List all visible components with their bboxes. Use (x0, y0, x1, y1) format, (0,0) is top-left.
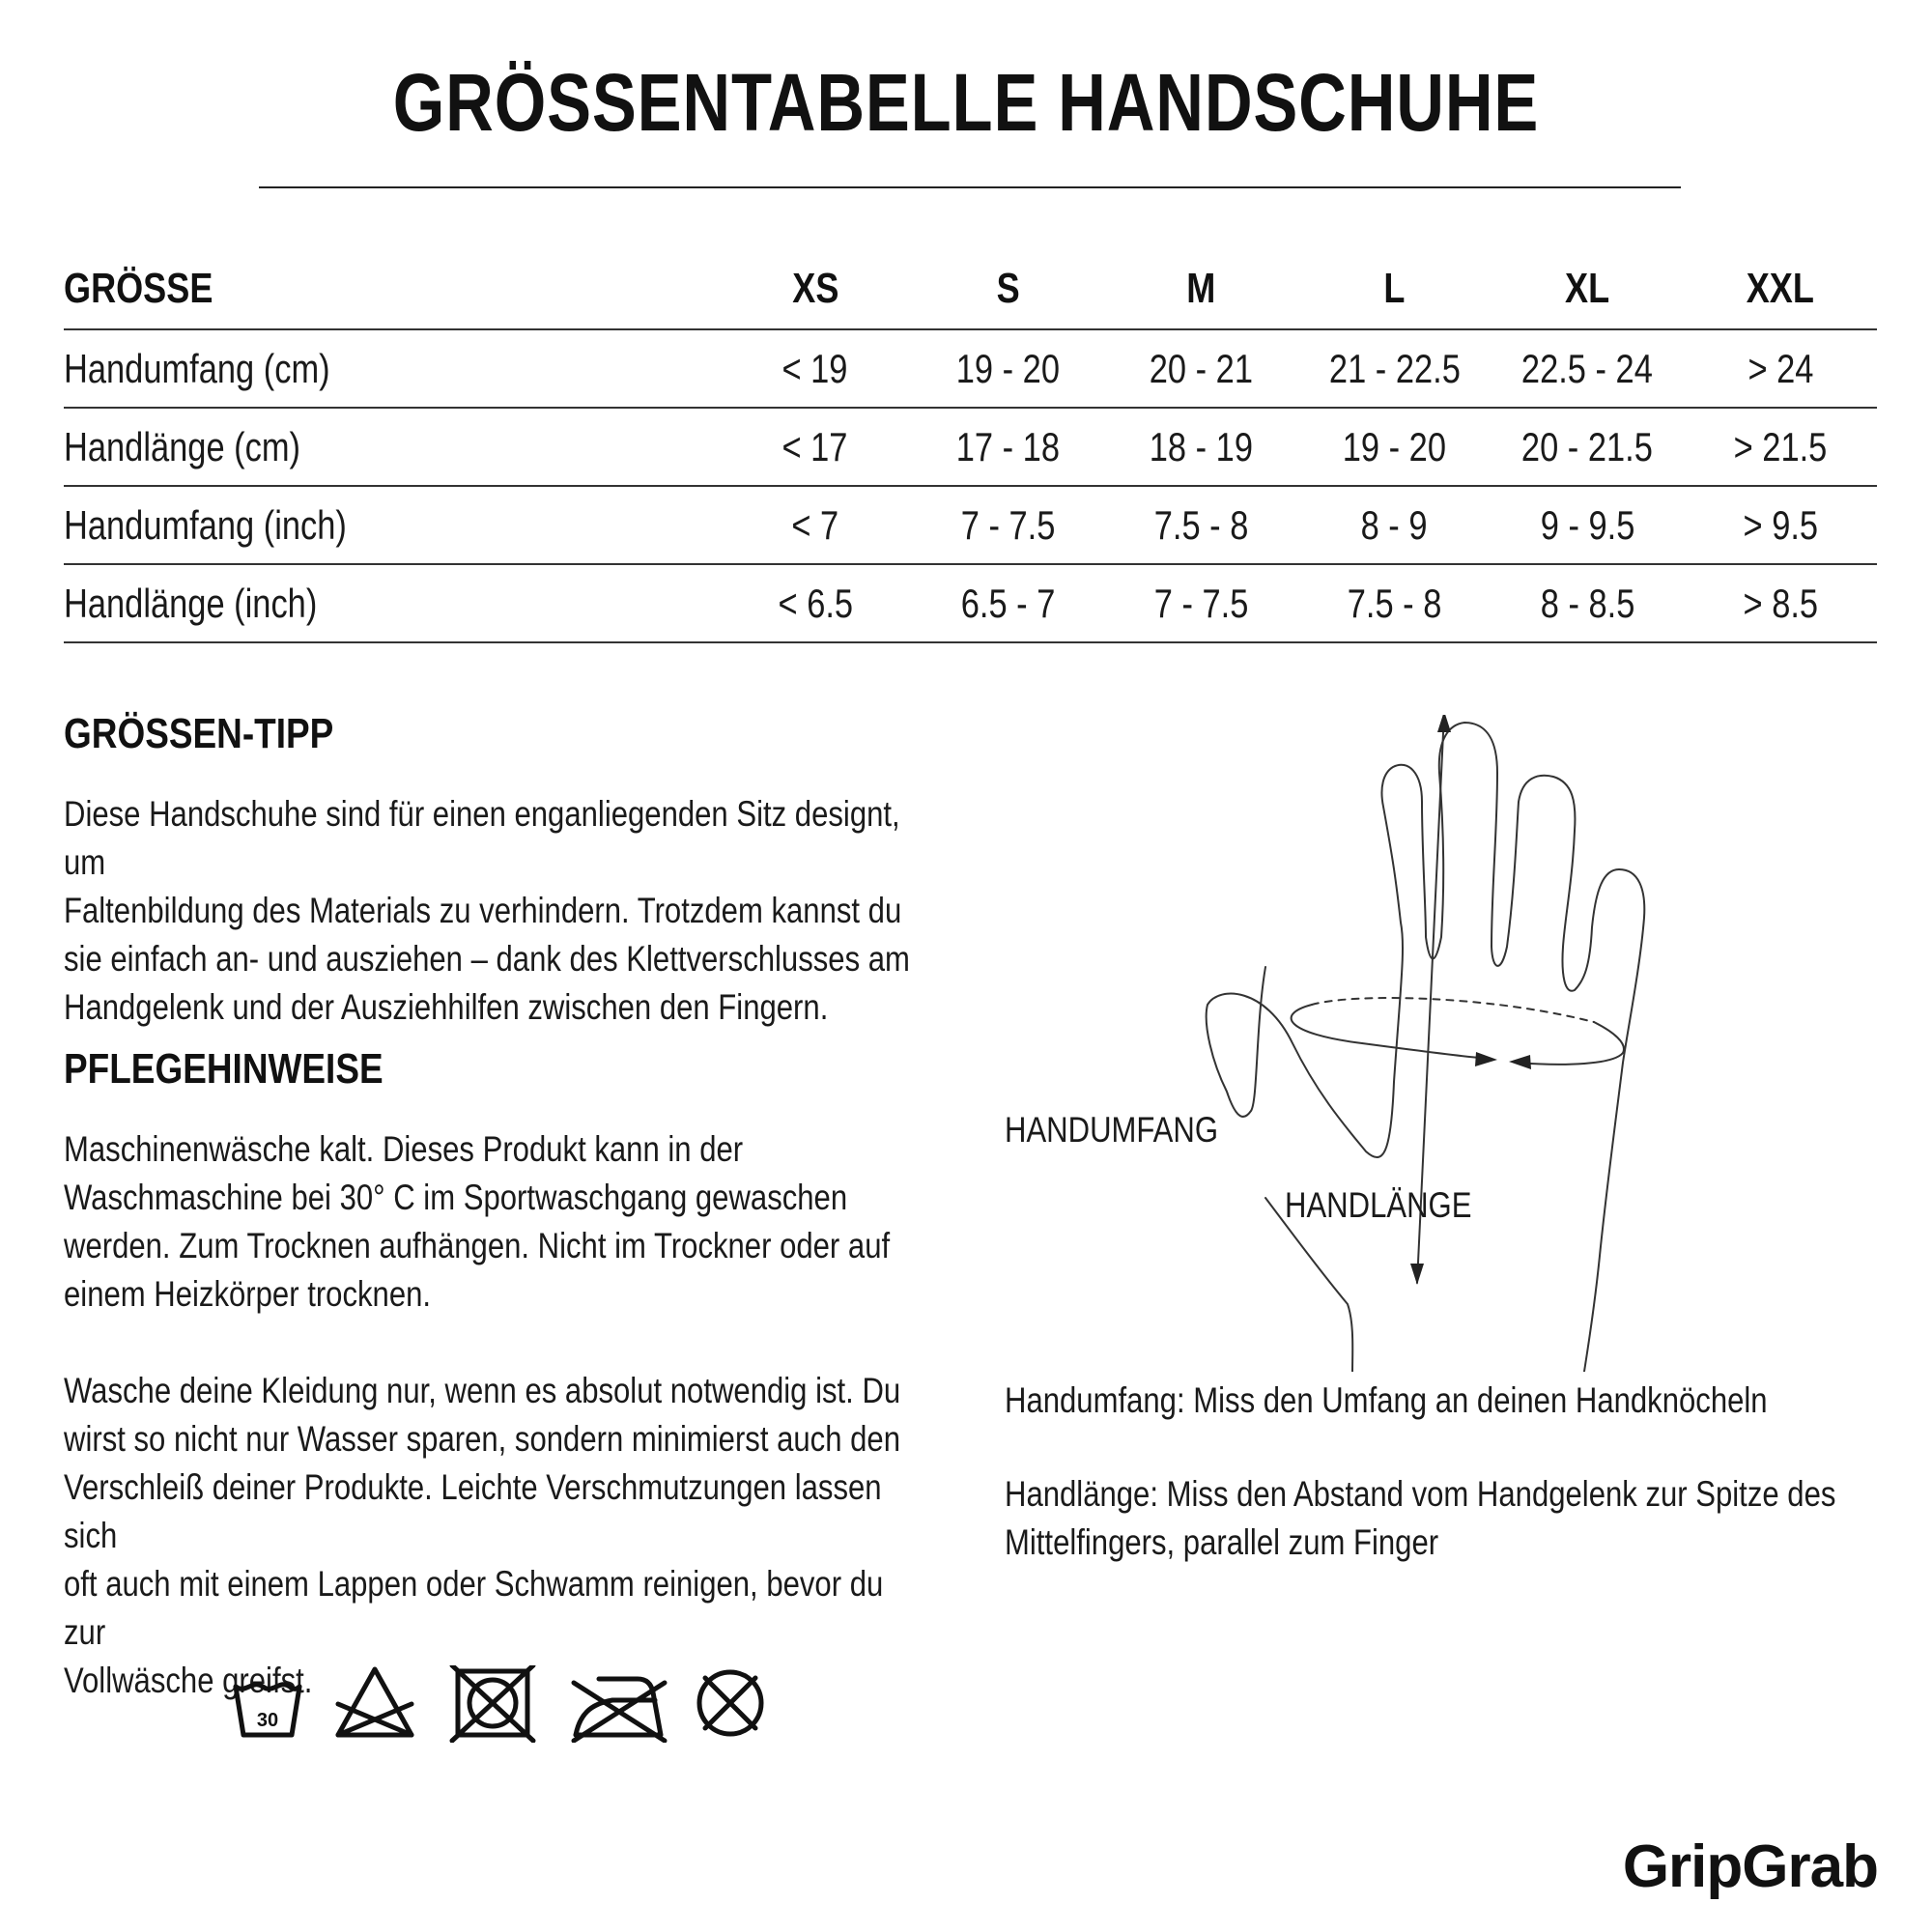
table-cell: 19 - 20 (1297, 408, 1491, 486)
length-arrow-top (1437, 715, 1451, 732)
table-cell: 20 - 21.5 (1491, 408, 1684, 486)
table-cell: < 6.5 (719, 564, 912, 642)
table-row (64, 408, 1877, 486)
size-tip-text (64, 790, 916, 1032)
hand-outline (1207, 723, 1645, 1372)
table-row (64, 486, 1877, 564)
page-title: GRÖSSENTABELLE HANDSCHUHE (392, 57, 1540, 148)
table-cell: > 21.5 (1684, 408, 1877, 486)
table-cell: 7.5 - 8 (1105, 486, 1298, 564)
size-tip-heading: GRÖSSEN-TIPP (64, 710, 334, 757)
table-cell: < 7 (719, 486, 912, 564)
text-line: Handumfang: Miss den Umfang an deinen Handknöcheln (1005, 1380, 1768, 1420)
size-table (64, 249, 1877, 643)
table-cell: 7 - 7.5 (912, 486, 1105, 564)
table-cell: 8 - 9 (1297, 486, 1491, 564)
text-line: einem Heizkörper trocknen. (64, 1274, 432, 1314)
size-header-m: M (1105, 249, 1298, 329)
care-heading: PFLEGEHINWEISE (64, 1045, 384, 1093)
text-line: Vollwäsche greifst. (64, 1661, 313, 1700)
text-line: Diese Handschuhe sind für einen enganliegenden Sitz designt, um (64, 794, 900, 882)
circumference-ellipse-front (1292, 1005, 1488, 1059)
table-cell: 7 - 7.5 (1105, 564, 1298, 642)
text-line: sie einfach an- und ausziehen – dank des Klettverschlusses am (64, 939, 910, 979)
care-text-1 (64, 1125, 916, 1319)
circumference-ellipse-right (1517, 1022, 1624, 1065)
table-cell: < 19 (719, 329, 912, 408)
circumference-ellipse-back (1312, 998, 1594, 1022)
care-symbols (228, 1665, 788, 1743)
table-row (64, 564, 1877, 642)
size-header-xs: XS (719, 249, 912, 329)
table-cell: < 17 (719, 408, 912, 486)
text-line: Faltenbildung des Materials zu verhindern. Trotzdem kannst du (64, 891, 902, 930)
no-dry-clean-icon (699, 1672, 761, 1734)
table-cell: > 9.5 (1684, 486, 1877, 564)
hand-diagram (1140, 715, 1835, 1372)
text-line: Handlänge: Miss den Abstand vom Handgelenk zur Spitze des (1005, 1474, 1836, 1514)
table-cell: 6.5 - 7 (912, 564, 1105, 642)
table-cell: 17 - 18 (912, 408, 1105, 486)
row-label: Handumfang (cm) (64, 329, 719, 408)
length-arrow-bottom (1410, 1264, 1424, 1285)
circumference-arrow-right (1475, 1052, 1497, 1066)
row-label: Handumfang (inch) (64, 486, 719, 564)
title-divider (259, 186, 1681, 188)
text-line: oft auch mit einem Lappen oder Schwamm reinigen, bevor du zur (64, 1564, 884, 1652)
table-cell: 8 - 8.5 (1491, 564, 1684, 642)
size-header-row (64, 249, 1877, 329)
table-cell: 21 - 22.5 (1297, 329, 1491, 408)
size-header-xl: XL (1491, 249, 1684, 329)
table-cell: 18 - 19 (1105, 408, 1298, 486)
size-header-label: GRÖSSE (64, 249, 719, 329)
circumference-label: HANDUMFANG (1005, 1110, 1219, 1150)
row-label: Handlänge (cm) (64, 408, 719, 486)
size-header-xxl: XXL (1684, 249, 1877, 329)
no-bleach-icon (338, 1669, 412, 1735)
table-cell: 22.5 - 24 (1491, 329, 1684, 408)
text-line: Wasche deine Kleidung nur, wenn es absolut notwendig ist. Du (64, 1371, 901, 1410)
brand-logo: GripGrab (1622, 1833, 1878, 1900)
wash-30-icon (236, 1685, 299, 1735)
text-line: Waschmaschine bei 30° C im Sportwaschgang gewaschen (64, 1178, 848, 1217)
table-cell: 19 - 20 (912, 329, 1105, 408)
measure-note-length (1005, 1470, 1857, 1567)
table-cell: > 24 (1684, 329, 1877, 408)
text-line: wirst so nicht nur Wasser sparen, sondern minimierst auch den (64, 1419, 901, 1459)
text-line: werden. Zum Trocknen aufhängen. Nicht im Trockner oder auf (64, 1226, 891, 1265)
row-label: Handlänge (inch) (64, 564, 719, 642)
table-cell: 9 - 9.5 (1491, 486, 1684, 564)
table-cell: 20 - 21 (1105, 329, 1298, 408)
svg-text:30: 30 (256, 1710, 279, 1731)
measure-note-circumference (1005, 1377, 1857, 1425)
table-row (64, 329, 1877, 408)
length-label: HANDLÄNGE (1285, 1185, 1472, 1225)
text-line: Mittelfingers, parallel zum Finger (1005, 1522, 1439, 1562)
text-line: Maschinenwäsche kalt. Dieses Produkt kann in der (64, 1129, 744, 1169)
text-line: Handgelenk und der Ausziehhilfen zwischen den Fingern. (64, 987, 829, 1027)
care-text-2 (64, 1367, 916, 1705)
no-iron-icon (574, 1679, 665, 1741)
table-cell: > 8.5 (1684, 564, 1877, 642)
size-header-l: L (1297, 249, 1491, 329)
table-cell: 7.5 - 8 (1297, 564, 1491, 642)
circumference-arrow-left (1509, 1055, 1531, 1069)
text-line: Verschleiß deiner Produkte. Leichte Verschmutzungen lassen sich (64, 1467, 882, 1555)
no-tumble-dry-icon (452, 1665, 533, 1741)
size-header-s: S (912, 249, 1105, 329)
